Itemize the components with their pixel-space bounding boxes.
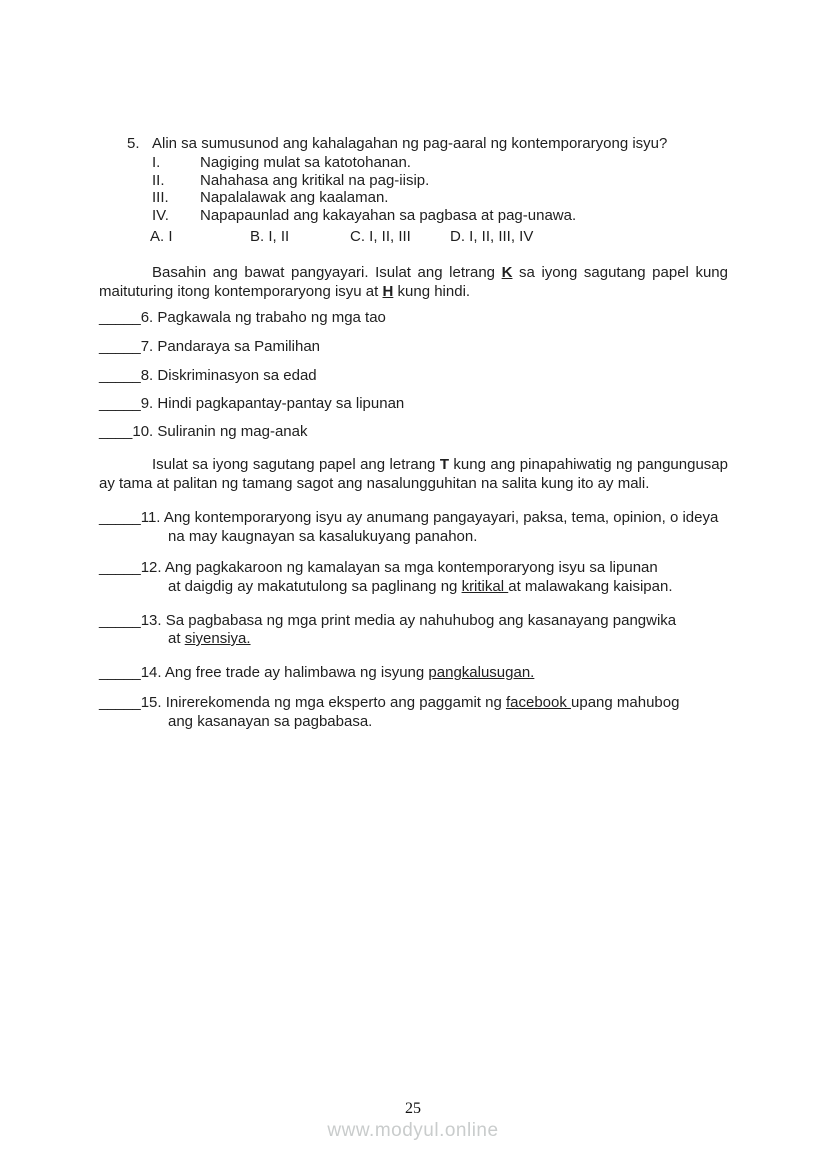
answer-blank: _____ [99,612,141,629]
item-6 [99,309,728,327]
item-text: na may kaugnayan sa kasalukuyang panahon. [168,527,478,545]
item-line2 [99,630,728,648]
answer-blank: _____ [99,664,141,681]
item-line1 [99,694,728,713]
choices-row [99,228,779,246]
item-text: Suliranin ng mag-anak [157,423,308,440]
page-number: 25 [405,1100,421,1117]
item-7 [99,338,728,356]
item-number: 8. [140,367,154,384]
item-line1 [99,559,728,578]
item-number: 11. [140,509,161,526]
item-number: 6. [140,309,154,326]
roman-item-3 [99,189,728,207]
roman-item-1 [99,154,728,172]
item-line1 [99,664,728,682]
instruction-kh-line1 [99,264,728,283]
instruction-t-line1 [99,455,728,474]
roman-text: Napapaunlad ang kakayahan sa pagbasa at pag-unawa. [200,206,577,224]
roman-text: Nahahasa ang kritikal na pag-iisip. [200,171,430,189]
item-13 [99,612,728,648]
instruction-text: Isulat sa iyong sagutang papel ang letrang [152,456,436,473]
item-line1 [99,612,728,630]
item-line2 [99,528,728,547]
bold-letter-h: H [382,282,394,300]
roman-numeral: II. [152,171,165,189]
instruction-text: maituturing itong kontemporaryong isyu at [99,282,379,300]
roman-numeral: IV. [152,206,169,224]
item-text: Inirerekomenda ng mga eksperto ang paggamit ng [165,694,506,711]
item-line2 [99,578,728,597]
answer-blank: _____ [99,395,141,412]
item-text: Hindi pagkapantay-pantay sa lipunan [157,395,405,412]
instruction-t [99,455,728,493]
item-number: 15. [140,694,162,711]
question-5 [99,135,756,153]
instruction-text: sa iyong sagutang papel kung [519,264,728,281]
bold-letter-k: K [501,264,513,281]
question-number: 5. [127,135,140,152]
answer-blank: _____ [99,367,141,384]
watermark: www.modyul.online [327,1120,499,1141]
item-14 [99,664,728,682]
underlined-word: kritikal [461,577,509,595]
underlined-word: pangkalusugan. [428,664,535,681]
item-11 [99,509,728,546]
item-text: Pandaraya sa Pamilihan [157,338,321,355]
answer-blank: _____ [99,559,141,576]
item-line2 [99,713,728,732]
item-text: Diskriminasyon sa edad [157,367,317,384]
answer-blank: _____ [99,509,141,526]
underlined-word: siyensiya. [184,630,251,647]
roman-numeral: I. [152,154,161,171]
choice-d: D. I, II, III, IV [450,228,534,245]
item-text: Ang free trade ay halimbawa ng isyung [164,664,429,681]
instruction-kh-line2 [99,283,728,302]
item-8 [99,367,728,385]
item-number: 13. [140,612,162,629]
bold-letter-t: T [439,456,449,473]
item-text: at [168,630,185,647]
item-number: 7. [140,338,154,355]
item-text: upang mahubog [571,694,680,711]
answer-blank: _____ [99,338,141,355]
item-text: at malawakang kaisipan. [508,577,673,595]
answer-blank: ____ [99,423,133,440]
item-number: 12. [140,559,162,576]
choice-a: A. I [150,228,173,245]
item-text: ang kasanayan sa pagbabasa. [168,712,373,730]
roman-list [99,154,728,224]
item-text: Ang pagkakaroon ng kamalayan sa mga kontemporaryong isyu sa lipunan [164,559,658,576]
instruction-text: kung ang pinapahiwatig ng pangungusap [453,456,728,473]
answer-blank: _____ [99,309,141,326]
item-text: Sa pagbabasa ng mga print media ay nahuhubog ang kasanayang pangwika [165,612,677,629]
choice-b: B. I, II [250,228,290,245]
item-15 [99,694,728,731]
roman-numeral: III. [152,189,169,206]
item-9 [99,395,728,413]
answer-blank: _____ [99,694,141,711]
item-number: 9. [140,395,154,412]
question-text: Alin sa sumusunod ang kahalagahan ng pag-aaral ng kontemporaryong isyu? [152,135,668,152]
item-number: 10. [132,423,154,440]
underlined-word: facebook [505,694,572,711]
choice-c: C. I, II, III [350,228,411,245]
roman-text: Napalalawak ang kaalaman. [200,189,389,206]
item-text: Pagkawala ng trabaho ng mga tao [157,309,386,326]
item-12 [99,559,728,596]
item-text: at daigdig ay makatutulong sa paglinang ng [168,577,462,595]
item-line1 [99,509,728,528]
roman-item-4 [99,207,728,225]
roman-item-2 [99,172,728,190]
item-text: Ang kontemporaryong isyu ay anumang pangayayari, paksa, tema, opinion, o ideya [163,509,719,526]
instruction-kh [99,264,728,301]
roman-text: Nagiging mulat sa katotohanan. [200,154,411,171]
item-number: 14. [140,664,162,681]
item-10 [99,423,728,441]
instruction-text: Basahin ang bawat pangyayari. Isulat ang letrang [152,264,496,281]
instruction-t-line2: ay tama at palitan ng tamang sagot ang nasalungguhitan na salita kung ito ay mali. [99,475,650,492]
instruction-text: kung hindi. [397,282,471,300]
